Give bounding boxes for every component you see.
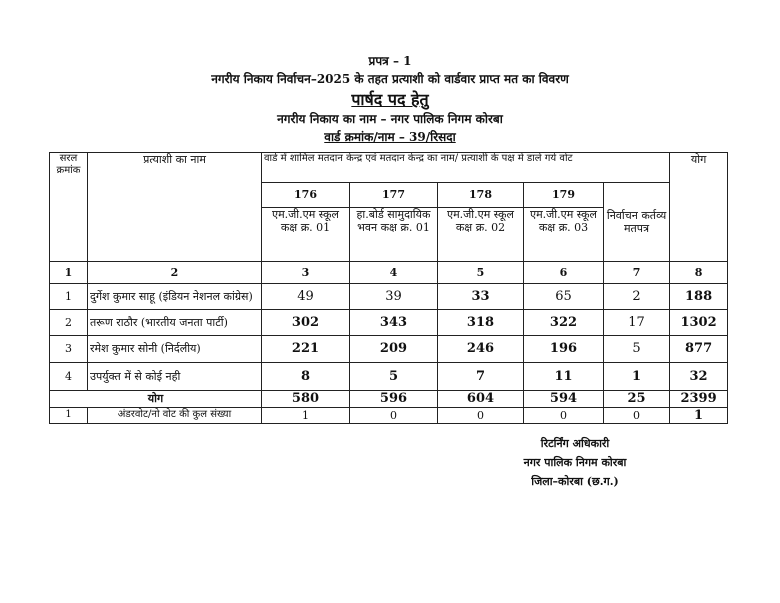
- column-number: 4: [350, 262, 438, 284]
- candidate-name: रमेश कुमार सोनी (निर्दलीय): [88, 336, 262, 363]
- vote-cell: 11: [524, 363, 604, 391]
- vote-cell: 221: [262, 336, 350, 363]
- booth-number: 177: [350, 183, 438, 208]
- booth-number: 179: [524, 183, 604, 208]
- sum-cell: 596: [350, 391, 438, 408]
- postal-cell: 5: [604, 336, 670, 363]
- undervote-cell: 1: [262, 407, 350, 424]
- total-cell: 32: [670, 363, 728, 391]
- sum-cell: 2399: [670, 391, 728, 408]
- undervote-cell: 0: [604, 407, 670, 424]
- post-heading: [0, 88, 780, 110]
- vote-cell: 65: [524, 284, 604, 310]
- vote-cell: 8: [262, 363, 350, 391]
- ward-name: [0, 128, 780, 145]
- total-cell: 877: [670, 336, 728, 363]
- vote-cell: 343: [350, 310, 438, 336]
- serial-cell: 3: [50, 336, 88, 363]
- postal-cell: 2: [604, 284, 670, 310]
- sum-row: [50, 391, 728, 408]
- signature-office: नगर पालिक निगम कोरबा: [523, 456, 627, 469]
- column-number: 2: [88, 262, 262, 284]
- form-number: प्रपत्र – 1: [368, 54, 412, 68]
- vote-cell: 49: [262, 284, 350, 310]
- sum-cell: 25: [604, 391, 670, 408]
- postal-ballot-header: निर्वाचन कर्तव्य मतपत्र: [604, 183, 670, 262]
- column-number: 7: [604, 262, 670, 284]
- serial-cell: 1: [50, 284, 88, 310]
- undervote-row: [50, 407, 728, 424]
- vote-cell: 302: [262, 310, 350, 336]
- document-title: नगरीय निकाय निर्वाचन–2025 के तहत प्रत्याशी को वार्डवार प्राप्त मत का विवरण: [211, 72, 569, 86]
- vote-cell: 209: [350, 336, 438, 363]
- col-serial-header: सरल क्रमांक: [50, 153, 88, 262]
- sum-cell: 604: [438, 391, 524, 408]
- booth-name: एम.जी.एम स्कूल कक्ष क्र. 02: [438, 208, 524, 262]
- total-cell: 188: [670, 284, 728, 310]
- column-number: 1: [50, 262, 88, 284]
- table-row: [50, 363, 728, 391]
- booth-number: 176: [262, 183, 350, 208]
- undervote-cell: 0: [524, 407, 604, 424]
- undervote-cell: 1: [670, 407, 728, 424]
- vote-cell: 318: [438, 310, 524, 336]
- sum-label: योग: [50, 391, 262, 408]
- vote-cell: 322: [524, 310, 604, 336]
- body-name: नगरीय निकाय का नाम – नगर पालिक निगम कोरबा: [277, 112, 503, 126]
- vote-cell: 196: [524, 336, 604, 363]
- candidate-name: तरूण राठौर (भारतीय जनता पार्टी): [88, 310, 262, 336]
- vote-cell: 7: [438, 363, 524, 391]
- vote-cell: 246: [438, 336, 524, 363]
- col-votes-header: वार्ड में शामिल मतदान केन्द्र एवं मतदान केन्द्र का नाम/ प्रत्याशी के पक्ष मे डाले गये वोट: [262, 153, 670, 183]
- vote-cell: 33: [438, 284, 524, 310]
- signature-title: रिटर्निंग अधिकारी: [540, 437, 610, 450]
- table-row: [50, 336, 728, 363]
- candidate-name: दुर्गेश कुमार साहू (इंडियन नेशनल कांग्रेस): [88, 284, 262, 310]
- table-row: [50, 310, 728, 336]
- booth-name: एम.जी.एम स्कूल कक्ष क्र. 01: [262, 208, 350, 262]
- serial-cell: 2: [50, 310, 88, 336]
- postal-cell: 17: [604, 310, 670, 336]
- signature-district: जिला–कोरबा (छ.ग.): [531, 475, 619, 488]
- column-number: 3: [262, 262, 350, 284]
- column-number: 5: [438, 262, 524, 284]
- vote-cell: 5: [350, 363, 438, 391]
- col-total-header: योग: [670, 153, 728, 262]
- column-number: 8: [670, 262, 728, 284]
- undervote-cell: 0: [438, 407, 524, 424]
- booth-name: एम.जी.एम स्कूल कक्ष क्र. 03: [524, 208, 604, 262]
- column-number-row: [50, 262, 728, 284]
- table-row: [50, 284, 728, 310]
- booth-name: हा.बोर्ड सामुदायिक भवन कक्ष क्र. 01: [350, 208, 438, 262]
- col-candidate-header: प्रत्याशी का नाम: [88, 153, 262, 262]
- vote-table: [49, 152, 728, 424]
- undervote-label: अंडरवोट/नो वोट की कुल संख्या: [88, 407, 262, 424]
- undervote-cell: 0: [350, 407, 438, 424]
- ward-name-text: वार्ड क्रमांक/नाम – 39/रिसदा: [324, 130, 456, 144]
- postal-cell: 1: [604, 363, 670, 391]
- sum-cell: 594: [524, 391, 604, 408]
- serial-cell: 4: [50, 363, 88, 391]
- booth-number: 178: [438, 183, 524, 208]
- total-cell: 1302: [670, 310, 728, 336]
- vote-cell: 39: [350, 284, 438, 310]
- post-heading-text: पार्षद पद हेतु: [351, 90, 429, 109]
- serial-cell: 1: [50, 407, 88, 424]
- candidate-name: उपर्युक्त में से कोई नही: [88, 363, 262, 391]
- column-number: 6: [524, 262, 604, 284]
- sum-cell: 580: [262, 391, 350, 408]
